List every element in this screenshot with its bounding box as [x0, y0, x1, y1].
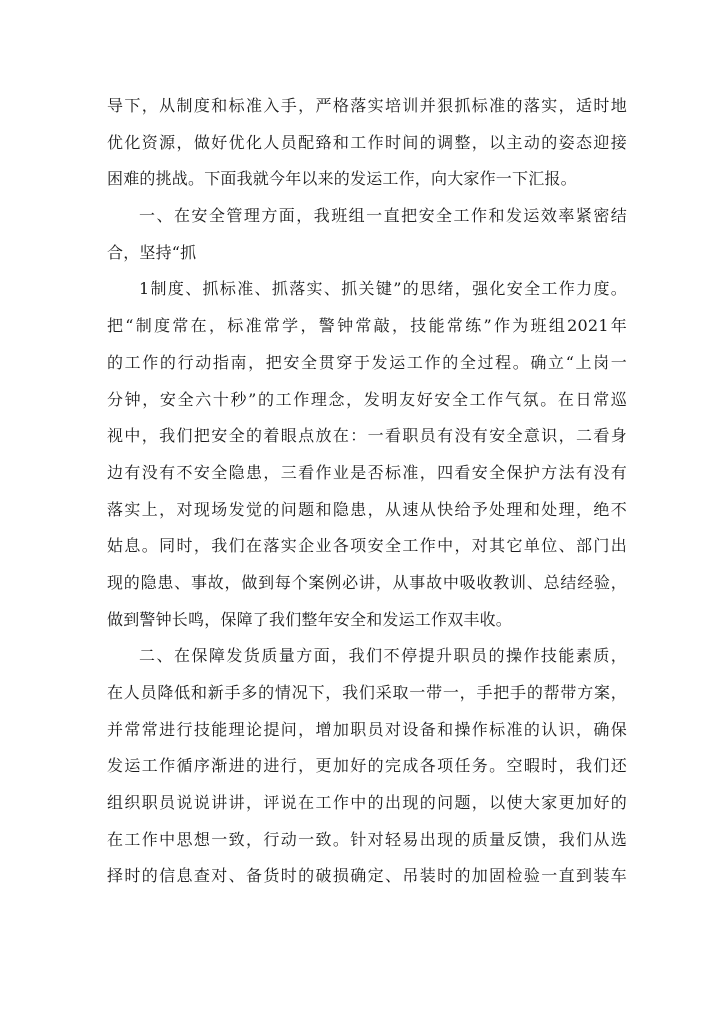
- text-line: 视中，我们把安全的着眼点放在：一看职员有没有安全意识，二看身: [107, 426, 627, 446]
- text-line: 并常常进行技能理论提问，增加职员对设备和操作标准的认识，确保: [107, 719, 627, 739]
- text-line: 的工作的行动指南，把安全贯穿于发运工作的全过程。确立“上岗一: [107, 352, 627, 372]
- text-line: 发运工作循序渐进的进行，更加好的完成各项任务。空暇时，我们还: [107, 756, 627, 776]
- text-line: 分钟，安全六十秒”的工作理念，发明友好安全工作气氛。在日常巡: [107, 389, 627, 409]
- text-line: 困难的挑战。下面我就今年以来的发运工作，向大家作一下汇报。: [107, 169, 577, 189]
- text-line: 姑息。同时，我们在落实企业各项安全工作中，对其它单位、部门出: [107, 536, 627, 556]
- text-line: 合，坚持“抓: [107, 242, 197, 262]
- text-line: 做到警钟长鸣，保障了我们整年安全和发运工作双丰收。: [107, 609, 513, 629]
- text-line: 落实上，对现场发觉的问题和隐患，从速从快给予处理和处理，绝不: [107, 499, 627, 519]
- text-line: 优化资源，做好优化人员配臵和工作时间的调整，以主动的姿态迎接: [107, 132, 627, 152]
- text-line: 在人员降低和新手多的情况下，我们采取一带一，手把手的帮带方案，: [107, 683, 627, 702]
- text-line: 择时的信息查对、备货时的破损确定、吊装时的加固检验一直到装车: [107, 866, 627, 886]
- text-line: 导下，从制度和标准入手，严格落实培训并狠抓标准的落实，适时地: [107, 96, 627, 115]
- text-line: 1制度、抓标准、抓落实、抓关键”的思绪，强化安全工作力度。: [139, 279, 627, 299]
- text-line: 在工作中思想一致，行动一致。针对轻易出现的质量反馈，我们从选: [107, 829, 627, 849]
- document-body: [107, 88, 627, 895]
- text-line: 一、在安全管理方面，我班组一直把安全工作和发运效率紧密结: [139, 206, 627, 226]
- text-line: 现的隐患、事故，做到每个案例必讲，从事故中吸收教训、总结经验，: [107, 572, 627, 592]
- text-line: 边有没有不安全隐患，三看作业是否标准，四看安全保护方法有没有: [107, 462, 627, 482]
- text-line: 把“制度常在，标准常学，警钟常敲，技能常练”作为班组2021年: [107, 316, 627, 336]
- text-line: 二、在保障发货质量方面，我们不停提升职员的操作技能素质，: [139, 646, 627, 666]
- text-line: 组织职员说说讲讲，评说在工作中的出现的问题，以使大家更加好的: [107, 793, 627, 813]
